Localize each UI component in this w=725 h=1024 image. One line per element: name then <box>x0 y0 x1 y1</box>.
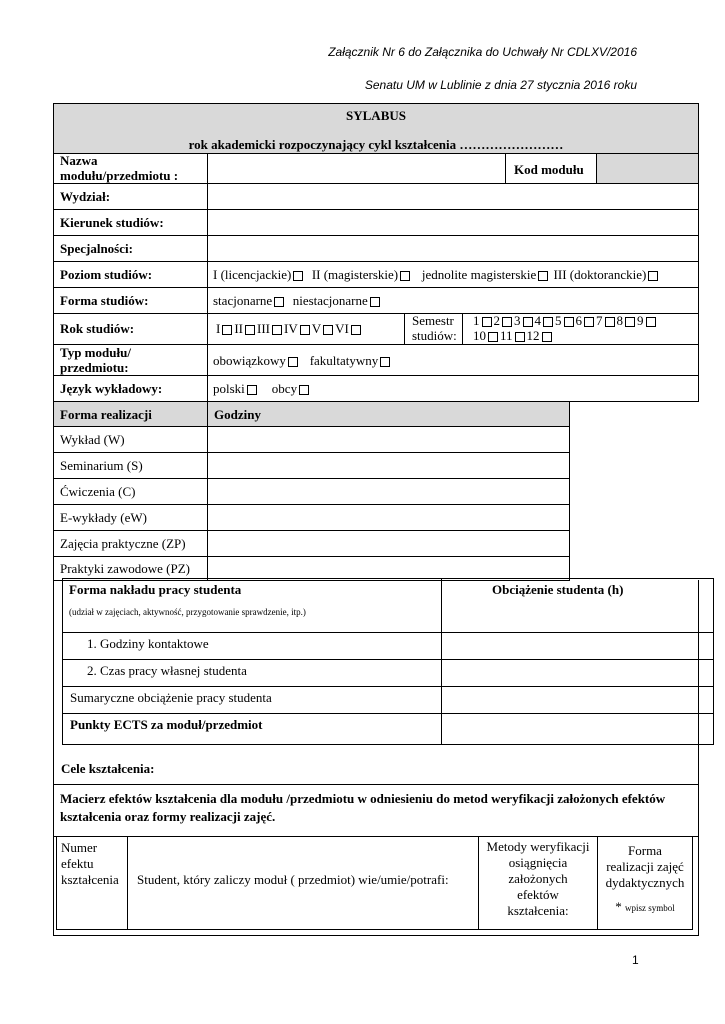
rok-opt-4: IV <box>284 321 298 336</box>
jezyk-options <box>207 375 699 402</box>
kod-label: Kod modułu <box>514 162 584 177</box>
semestr-checkbox-7[interactable] <box>605 317 615 327</box>
macierz-header <box>53 784 699 837</box>
sylabus-title: SYLABUS <box>346 108 406 123</box>
semestr-checkbox-12[interactable] <box>542 332 552 342</box>
semestr-opt-12: 12 <box>526 328 540 343</box>
rok-label-cell <box>53 313 208 345</box>
realizacja-col1-header <box>53 401 208 427</box>
naklad-input-suma[interactable] <box>441 686 714 714</box>
naklad-input-kontaktowe[interactable] <box>441 632 714 660</box>
semestr-checkbox-5[interactable] <box>564 317 574 327</box>
typ-label-1: Typ modułu/ <box>60 345 131 360</box>
macierz-col2 <box>127 836 479 930</box>
naklad-item-wlasna: 2. Czas pracy własnej studenta <box>87 663 247 678</box>
cele-label: Cele kształcenia: <box>61 761 155 776</box>
poziom-options <box>207 261 699 288</box>
forma-checkbox-2[interactable] <box>370 297 380 307</box>
macierz-col1 <box>56 836 128 930</box>
naklad-input-wlasna[interactable] <box>441 659 714 687</box>
nazwa-label-1: Nazwa <box>60 153 98 168</box>
typ-opt-fakultatywny: fakultatywny <box>309 353 379 368</box>
macierz-col3-line2: osiągnięcia <box>508 855 568 870</box>
macierz-line1: Macierz efektów kształcenia dla modułu /przedmiotu w odniesieniu do metod weryfikacji założonych efektów <box>60 791 666 806</box>
macierz-col3-line4: efektów <box>517 887 559 902</box>
kod-input[interactable] <box>596 153 699 184</box>
semestr-opt-4: 4 <box>534 313 541 328</box>
nazwa-label-cell <box>53 153 208 184</box>
kod-label-cell <box>505 153 597 184</box>
semestr-checkbox-11[interactable] <box>515 332 525 342</box>
semestr-options <box>462 313 699 345</box>
naklad-item-kontaktowe: 1. Godziny kontaktowe <box>87 636 209 651</box>
jezyk-checkbox-2[interactable] <box>299 385 309 395</box>
macierz-col1-line2: efektu <box>61 856 94 871</box>
semestr-opt-1: 1 <box>473 313 480 328</box>
poziom-checkbox-1[interactable] <box>293 271 303 281</box>
jezyk-opt-obcy: obcy <box>271 381 298 396</box>
kierunek-input[interactable] <box>207 209 699 236</box>
macierz-col4-line3: dydaktycznych <box>605 875 685 890</box>
rok-checkbox-2[interactable] <box>245 325 255 335</box>
specjalnosci-input[interactable] <box>207 235 699 262</box>
poziom-checkbox-2[interactable] <box>400 271 410 281</box>
semestr-checkbox-6[interactable] <box>584 317 594 327</box>
macierz-col1-line1: Numer <box>61 840 98 855</box>
rok-checkbox-1[interactable] <box>222 325 232 335</box>
typ-checkbox-1[interactable] <box>288 357 298 367</box>
macierz-col3-line5: kształcenia: <box>507 903 569 918</box>
attachment-header-line2: Senatu UM w Lublinie z dnia 27 stycznia 2016 roku <box>364 78 637 92</box>
specjalnosci-label-cell <box>53 235 208 262</box>
specjalnosci-label: Specjalności: <box>60 241 133 256</box>
rok-options <box>207 313 405 345</box>
poziom-opt-doktoranckie: III (doktoranckie) <box>553 267 647 282</box>
realizacja-item-label: Ćwiczenia (C) <box>60 484 136 499</box>
macierz-col4 <box>597 836 693 930</box>
macierz-col1-line3: kształcenia <box>61 872 119 887</box>
rok-opt-6: VI <box>335 321 349 336</box>
sylabus-header <box>53 103 699 154</box>
macierz-line2: kształcenia oraz formy realizacji zajęć. <box>60 809 276 824</box>
typ-checkbox-2[interactable] <box>380 357 390 367</box>
poziom-checkbox-3[interactable] <box>538 271 548 281</box>
macierz-col4-line2: realizacji zajęć <box>606 859 684 874</box>
naklad-col2-header <box>441 578 714 633</box>
naklad-row-kontaktowe <box>62 632 442 660</box>
nazwa-label-2: modułu/przedmiotu : <box>60 168 179 183</box>
naklad-col1-note: (udział w zajęciach, aktywność, przygotowanie sprawdzenie, itp.) <box>69 607 306 617</box>
forma-opt-niestacjonarne: niestacjonarne <box>292 293 368 308</box>
naklad-row-ects <box>62 713 442 745</box>
jezyk-opt-polski: polski <box>213 381 245 396</box>
semestr-opt-8: 8 <box>616 313 623 328</box>
rok-opt-5: V <box>311 321 322 336</box>
poziom-opt-licencjackie: I (licencjackie) <box>213 267 292 282</box>
realizacja-item-label: Seminarium (S) <box>60 458 143 473</box>
semestr-checkbox-2[interactable] <box>502 317 512 327</box>
typ-options <box>207 344 699 376</box>
semestr-opt-3: 3 <box>514 313 521 328</box>
sylabus-subtitle: rok akademicki rozpoczynający cykl kształcenia …………………… <box>188 137 564 152</box>
typ-label-2: przedmiotu: <box>60 360 129 375</box>
semestr-opt-10: 10 <box>473 328 486 343</box>
wydzial-label-cell <box>53 183 208 210</box>
semestr-opt-11: 11 <box>500 328 513 343</box>
macierz-col2-label: Student, który zaliczy moduł ( przedmiot) wie/umie/potrafi: <box>137 872 449 887</box>
poziom-opt-magisterskie: II (magisterskie) <box>311 267 399 282</box>
realizacja-hours-input[interactable] <box>207 504 570 531</box>
poziom-label-cell <box>53 261 208 288</box>
jezyk-checkbox-1[interactable] <box>247 385 257 395</box>
attachment-header-line1: Załącznik Nr 6 do Załącznika do Uchwały Nr CDLXV/2016 <box>328 45 637 59</box>
naklad-col1-label: Forma nakładu pracy studenta <box>69 582 242 597</box>
jezyk-label: Język wykładowy: <box>60 381 163 396</box>
semestr-label-1: Semestr <box>412 313 454 328</box>
semestr-opt-6: 6 <box>575 313 582 328</box>
poziom-checkbox-4[interactable] <box>648 271 658 281</box>
realizacja-col2-header <box>207 401 570 427</box>
rok-opt-1: I <box>216 321 221 336</box>
naklad-col2-label: Obciążenie studenta (h) <box>492 582 624 597</box>
macierz-col4-note: wpisz symbol <box>624 903 675 913</box>
rok-checkbox-5[interactable] <box>323 325 333 335</box>
rok-checkbox-3[interactable] <box>272 325 282 335</box>
rok-opt-2: II <box>234 321 244 336</box>
rok-opt-3: III <box>257 321 271 336</box>
typ-label-cell <box>53 344 208 376</box>
realizacja-col2-label: Godziny <box>214 407 261 422</box>
realizacja-item-label: Zajęcia praktyczne (ZP) <box>60 536 186 551</box>
forma-label-cell <box>53 287 208 314</box>
macierz-col4-star: * <box>615 899 622 914</box>
macierz-col3 <box>478 836 598 930</box>
semestr-checkbox-10[interactable] <box>488 332 498 342</box>
naklad-item-ects: Punkty ECTS za moduł/przedmiot <box>70 717 263 732</box>
poziom-label: Poziom studiów: <box>60 267 153 282</box>
forma-opt-stacjonarne: stacjonarne <box>213 293 273 308</box>
naklad-input-ects[interactable] <box>441 713 714 745</box>
wydzial-input[interactable] <box>207 183 699 210</box>
naklad-col1-header <box>62 578 442 633</box>
naklad-item-suma: Sumaryczne obciążenie pracy studenta <box>70 690 272 705</box>
semestr-opt-5: 5 <box>555 313 562 328</box>
semestr-opt-7: 7 <box>596 313 603 328</box>
rok-checkbox-6[interactable] <box>351 325 361 335</box>
realizacja-col1-label: Forma realizacji <box>60 407 152 422</box>
realizacja-row <box>53 452 208 479</box>
wydzial-label: Wydział: <box>60 189 111 204</box>
typ-opt-obowiazkowy: obowiązkowy <box>213 353 286 368</box>
rok-label: Rok studiów: <box>60 321 135 336</box>
macierz-col3-line1: Metody weryfikacji <box>486 839 590 854</box>
realizacja-hours-input[interactable] <box>207 530 570 557</box>
realizacja-hours-input[interactable] <box>207 452 570 479</box>
realizacja-hours-input[interactable] <box>207 426 570 453</box>
realizacja-row <box>53 478 208 505</box>
kierunek-label-cell <box>53 209 208 236</box>
semestr-checkbox-1[interactable] <box>482 317 492 327</box>
semestr-opt-9: 9 <box>637 313 644 328</box>
semestr-checkbox-9[interactable] <box>646 317 656 327</box>
kierunek-label: Kierunek studiów: <box>60 215 164 230</box>
forma-label: Forma studiów: <box>60 293 149 308</box>
macierz-col4-line1: Forma <box>628 843 662 858</box>
realizacja-row <box>53 426 208 453</box>
page-number: 1 <box>632 953 639 967</box>
semestr-checkbox-4[interactable] <box>543 317 553 327</box>
realizacja-item-label: Praktyki zawodowe (PZ) <box>60 561 190 576</box>
semestr-opt-2: 2 <box>493 313 500 328</box>
jezyk-label-cell <box>53 375 208 402</box>
realizacja-hours-input[interactable] <box>207 478 570 505</box>
semestr-label-cell <box>404 313 463 345</box>
poziom-opt-jednolite: jednolite magisterskie <box>421 267 537 282</box>
semestr-label-2: studiów: <box>412 328 457 343</box>
macierz-col3-line3: założonych <box>508 871 568 886</box>
naklad-row-wlasna <box>62 659 442 687</box>
naklad-row-suma <box>62 686 442 714</box>
semestr-checkbox-8[interactable] <box>625 317 635 327</box>
forma-checkbox-1[interactable] <box>274 297 284 307</box>
realizacja-row <box>53 530 208 557</box>
nazwa-input[interactable] <box>207 153 506 184</box>
realizacja-item-label: E-wykłady (eW) <box>60 510 147 525</box>
realizacja-item-label: Wykład (W) <box>60 432 125 447</box>
forma-options <box>207 287 699 314</box>
rok-checkbox-4[interactable] <box>300 325 310 335</box>
semestr-checkbox-3[interactable] <box>523 317 533 327</box>
realizacja-row <box>53 504 208 531</box>
